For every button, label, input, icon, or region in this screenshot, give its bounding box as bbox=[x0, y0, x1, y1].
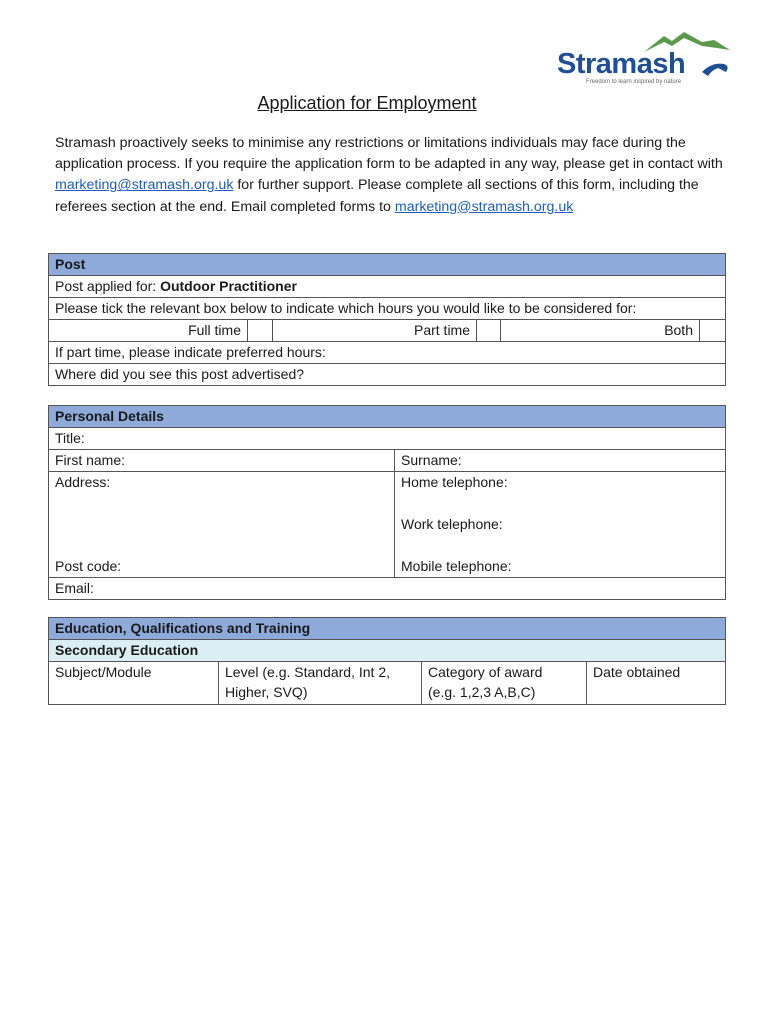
level-heading-line2: Higher, SVQ) bbox=[225, 684, 308, 700]
intro-text-1: Stramash proactively seeks to minimise any restrictions or limitations individuals may face during the application process. If you require the application form to be adapted in any way, please get in contact with bbox=[55, 135, 723, 173]
part-time-checkbox[interactable] bbox=[477, 320, 501, 342]
personal-details-table bbox=[48, 405, 726, 600]
category-heading-line1: Category of award bbox=[428, 664, 543, 680]
subject-heading-text: Subject/Module bbox=[55, 664, 152, 680]
home-telephone-label: Home telephone: bbox=[401, 474, 508, 490]
submit-email-link[interactable]: marketing@stramash.org.uk bbox=[394, 198, 574, 215]
post-applied-for-row[interactable] bbox=[49, 276, 726, 298]
level-heading-line1: Level (e.g. Standard, Int 2, bbox=[225, 664, 390, 680]
title-field[interactable]: Title: bbox=[49, 428, 726, 450]
category-column-header bbox=[422, 662, 587, 705]
subject-column-header bbox=[49, 662, 219, 705]
secondary-education-header: Secondary Education bbox=[49, 640, 726, 662]
hours-instruction: Please tick the relevant box below to indicate which hours you would like to be considered for: bbox=[49, 298, 726, 320]
intro-paragraph bbox=[55, 133, 735, 218]
first-name-field[interactable]: First name: bbox=[49, 450, 395, 472]
education-header: Education, Qualifications and Training bbox=[49, 618, 726, 640]
address-label: Address: bbox=[55, 474, 111, 490]
post-section-table bbox=[48, 253, 726, 386]
post-code-label: Post code: bbox=[55, 558, 122, 574]
part-time-label: Part time bbox=[273, 320, 477, 342]
education-table bbox=[48, 617, 726, 705]
stramash-logo bbox=[552, 28, 737, 90]
mobile-telephone-label: Mobile telephone: bbox=[401, 558, 512, 574]
personal-details-header: Personal Details bbox=[49, 406, 726, 428]
logo-wordmark: Stramash bbox=[557, 48, 686, 80]
contact-email-link[interactable]: marketing@stramash.org.uk bbox=[55, 177, 234, 194]
both-label: Both bbox=[501, 320, 700, 342]
email-field[interactable]: Email: bbox=[49, 578, 726, 600]
both-checkbox[interactable] bbox=[700, 320, 726, 342]
intro-text-2: for further support. Please complete all sections of this form, including the referees section at the end. Email completed forms to bbox=[55, 177, 699, 215]
full-time-label: Full time bbox=[49, 320, 248, 342]
surname-field[interactable]: Surname: bbox=[395, 450, 726, 472]
preferred-hours-field[interactable]: If part time, please indicate preferred hours: bbox=[49, 342, 726, 364]
category-heading-line2: (e.g. 1,2,3 A,B,C) bbox=[428, 684, 536, 700]
full-time-checkbox[interactable] bbox=[248, 320, 273, 342]
post-section-header: Post bbox=[49, 254, 726, 276]
address-field[interactable] bbox=[49, 472, 395, 578]
date-heading-text: Date obtained bbox=[593, 664, 681, 680]
work-telephone-label: Work telephone: bbox=[401, 516, 503, 532]
advertised-field[interactable]: Where did you see this post advertised? bbox=[49, 364, 726, 386]
date-column-header bbox=[587, 662, 726, 705]
post-applied-for-label: Post applied for: bbox=[55, 278, 161, 294]
telephone-fields[interactable] bbox=[395, 472, 726, 578]
level-column-header bbox=[219, 662, 422, 705]
post-applied-for-value: Outdoor Practitioner bbox=[160, 278, 297, 294]
page-title: Application for Employment bbox=[257, 93, 477, 113]
logo-tagline: Freedom to learn inspired by nature bbox=[586, 79, 682, 85]
